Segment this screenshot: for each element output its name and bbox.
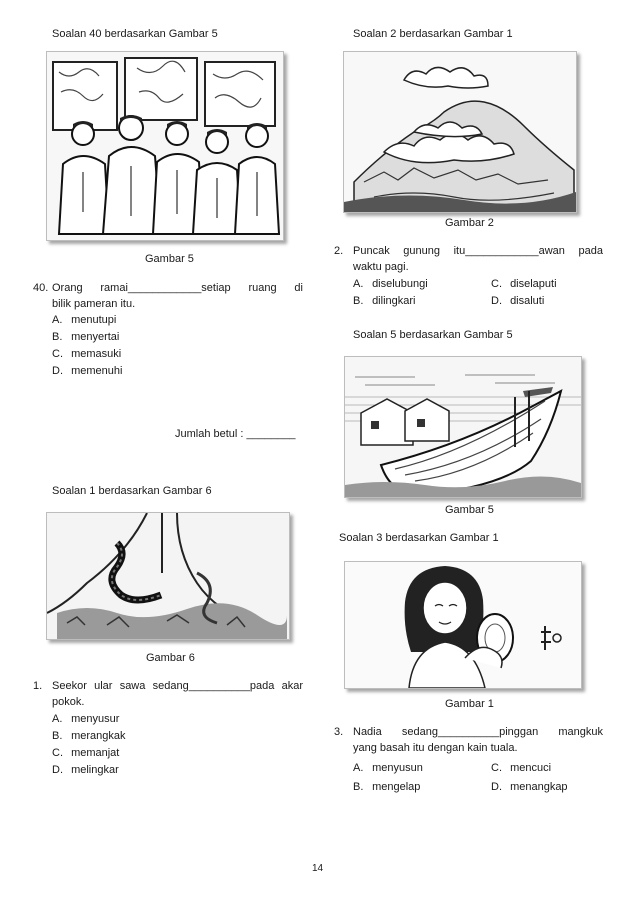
q3-question-line2: yang basah itu dengan kain tuala. xyxy=(353,742,518,754)
q40-question-line1: Orang ramai____________setiap ruang di xyxy=(52,282,303,294)
gambar-5-exhibition-illustration xyxy=(46,51,284,241)
q1-options xyxy=(52,711,125,779)
q2-option-a[interactable]: A. diselubungi xyxy=(353,278,428,290)
q40-option-d[interactable]: D. memenuhi xyxy=(52,365,123,377)
gambar-1-caption: Gambar 1 xyxy=(445,698,494,710)
gambar-5-caption: Gambar 5 xyxy=(145,253,194,265)
q1-option-c[interactable]: C. memanjat xyxy=(52,747,120,759)
q2-question-line2: waktu pagi. xyxy=(353,261,409,273)
q3-number: 3. xyxy=(334,726,344,738)
snake-drawing xyxy=(47,513,289,639)
mountain-drawing xyxy=(344,52,576,212)
page-number: 14 xyxy=(312,863,324,874)
q1-option-d[interactable]: D. melingkar xyxy=(52,764,119,776)
q40-options xyxy=(52,312,122,380)
q40-option-c[interactable]: C. memasuki xyxy=(52,348,122,360)
q40-number: 40. xyxy=(33,282,49,294)
q1-question-line2: pokok. xyxy=(52,696,85,708)
boat-drawing xyxy=(345,357,581,497)
q3-option-c[interactable]: C. mencuci xyxy=(491,762,552,774)
gambar-5-boat-illustration xyxy=(344,356,582,498)
q40-question-line2: bilik pameran itu. xyxy=(52,298,136,310)
q3-option-b[interactable]: B. mengelap xyxy=(353,781,421,793)
q1-option-a[interactable]: A. menyusur xyxy=(52,713,120,725)
q2-option-b[interactable]: B. dilingkari xyxy=(353,295,416,307)
girl-drawing xyxy=(345,562,581,688)
q1-question-line1: Seekor ular sawa sedang__________pada akar xyxy=(52,680,303,692)
gambar-2-caption: Gambar 2 xyxy=(445,217,494,229)
gambar-2-mountain-illustration xyxy=(343,51,577,213)
q1-heading: Soalan 1 berdasarkan Gambar 6 xyxy=(52,485,212,497)
q2-option-c[interactable]: C. diselaputi xyxy=(491,278,557,290)
gambar-1-girl-illustration xyxy=(344,561,582,689)
q3-option-a[interactable]: A. menyusun xyxy=(353,762,423,774)
q2-question-line1: Puncak gunung itu____________awan pada xyxy=(353,245,603,257)
q40-option-b[interactable]: B. menyertai xyxy=(52,331,120,343)
q3-question-line1: Nadia sedang__________pinggan mangkuk xyxy=(353,726,603,738)
q5-heading: Soalan 5 berdasarkan Gambar 5 xyxy=(353,329,513,341)
q40-option-a[interactable]: A. menutupi xyxy=(52,314,117,326)
gambar-6-caption: Gambar 6 xyxy=(146,652,195,664)
q1-number: 1. xyxy=(33,680,43,692)
q2-heading: Soalan 2 berdasarkan Gambar 1 xyxy=(353,28,513,40)
exhibition-drawing xyxy=(47,52,283,240)
gambar-5b-caption: Gambar 5 xyxy=(445,504,494,516)
gambar-6-snake-illustration xyxy=(46,512,290,640)
q2-number: 2. xyxy=(334,245,344,257)
q3-option-d[interactable]: D. menangkap xyxy=(491,781,568,793)
q2-option-d[interactable]: D. disaluti xyxy=(491,295,545,307)
q3-heading: Soalan 3 berdasarkan Gambar 1 xyxy=(339,532,499,544)
q1-option-b[interactable]: B. merangkak xyxy=(52,730,126,742)
score-line: Jumlah betul : ________ xyxy=(175,428,296,440)
q40-heading: Soalan 40 berdasarkan Gambar 5 xyxy=(52,28,218,40)
